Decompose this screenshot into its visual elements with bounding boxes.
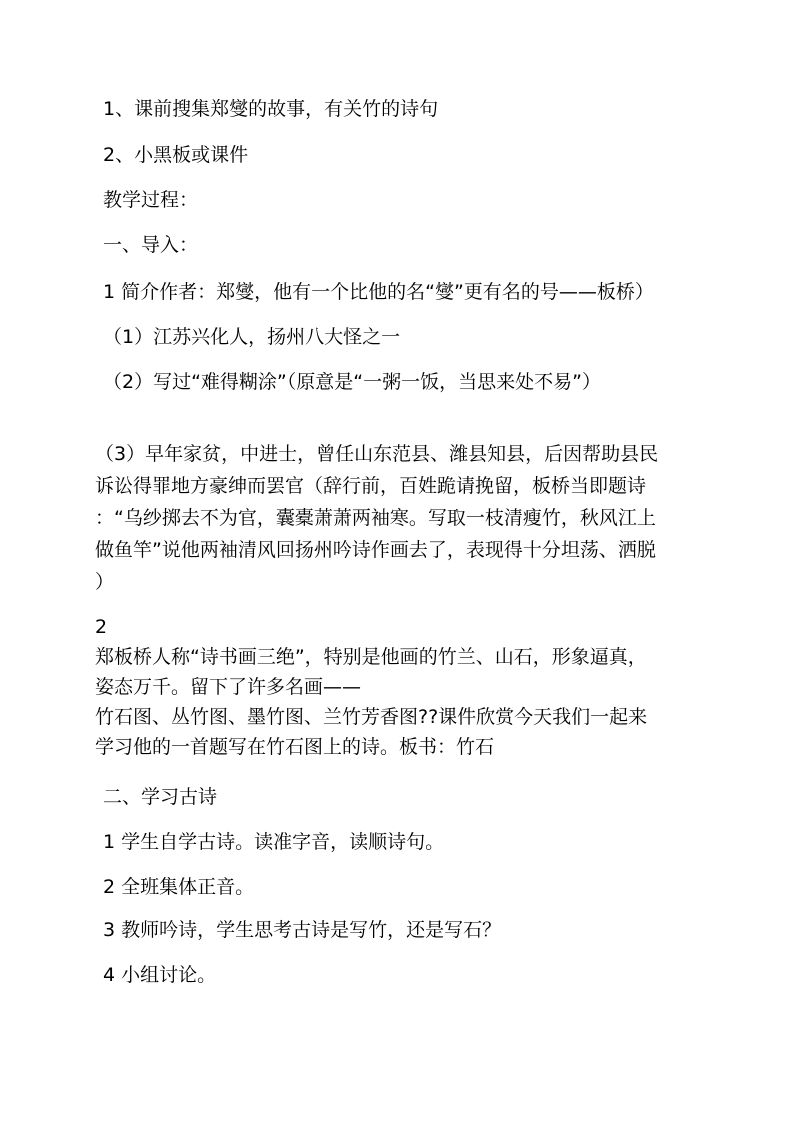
intro-subitem-1: （1）江苏兴化人，扬州八大怪之一 xyxy=(103,326,401,348)
paragraph-line: 郑板桥人称“诗书画三绝”，特别是他画的竹兰、山石，形象逼真， xyxy=(95,646,647,668)
intro-subitem-3 xyxy=(95,438,695,598)
prep-item-2: 2、小黑板或课件 xyxy=(103,144,249,166)
paragraph-line: 2 xyxy=(95,616,108,638)
process-title: 教学过程： xyxy=(103,189,199,211)
prep-item-1: 1、课前搜集郑燮的故事，有关竹的诗句 xyxy=(103,98,439,120)
intro-item-2 xyxy=(95,612,695,762)
paragraph-line: 学习他的一首题写在竹石图上的诗。板书：竹石 xyxy=(95,736,495,758)
paragraph-line: 诉讼得罪地方豪绅而罢官（辞行前，百姓跪请挽留，板桥当即题诗 xyxy=(95,475,647,497)
paragraph-line: ） xyxy=(95,571,115,593)
poem-step-4: 4 小组讨论。 xyxy=(103,964,217,986)
poem-step-1: 1 学生自学古诗。读准字音，读顺诗句。 xyxy=(103,831,445,853)
section-heading-intro: 一、导入： xyxy=(103,234,199,256)
poem-step-3: 3 教师吟诗，学生思考古诗是写竹，还是写石？ xyxy=(103,919,502,941)
intro-subitem-2: （2）写过“难得糊涂”（原意是“一粥一饭，当思来处不易”） xyxy=(103,371,601,393)
section-heading-poem: 二、学习古诗 xyxy=(103,786,218,808)
paragraph-line: （3）早年家贫，中进士，曾任山东范县、潍县知县，后因帮助县民 xyxy=(95,443,659,465)
paragraph-line: 姿态万千。留下了许多名画—— xyxy=(95,676,362,698)
paragraph-line: 竹石图、丛竹图、墨竹图、兰竹芳香图??课件欣赏今天我们一起来 xyxy=(95,706,648,728)
paragraph-line: ：“乌纱掷去不为官，囊橐萧萧两袖寒。写取一枝清瘦竹，秋风江上 xyxy=(95,507,656,529)
paragraph-line: 做鱼竿”说他两袖清风回扬州吟诗作画去了，表现得十分坦荡、洒脱 xyxy=(95,539,656,561)
poem-step-2: 2 全班集体正音。 xyxy=(103,876,255,898)
intro-item-1: 1 简介作者：郑燮，他有一个比他的名“燮”更有名的号——板桥） xyxy=(103,281,654,303)
